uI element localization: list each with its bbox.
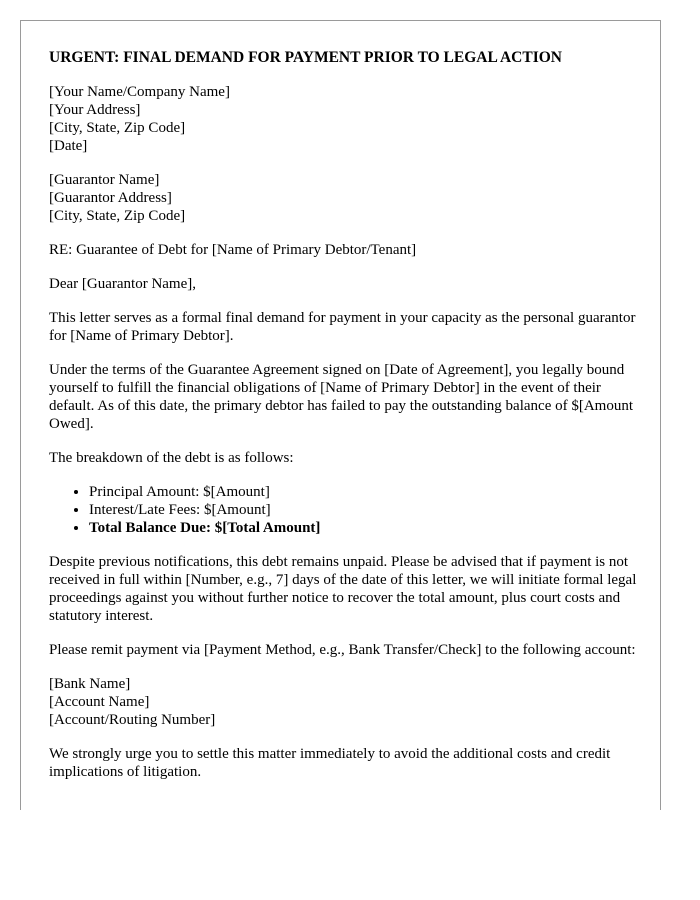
list-item-total: • Total Balance Due: $[Total Amount]	[89, 519, 639, 537]
recipient-name: [Guarantor Name]	[49, 172, 160, 188]
list-item-principal: • Principal Amount: $[Amount]	[89, 483, 639, 501]
paragraph-breakdown-intro: The breakdown of the debt is as follows:	[49, 450, 294, 466]
letter-date: [Date]	[49, 138, 88, 154]
re-line: RE: Guarantee of Debt for [Name of Primary Debtor/Tenant]	[49, 242, 417, 258]
letter-title: URGENT: FINAL DEMAND FOR PAYMENT PRIOR TO LEGAL ACTION	[49, 49, 562, 66]
list-item-interest: • Interest/Late Fees: $[Amount]	[89, 501, 639, 519]
letter-page	[20, 20, 661, 810]
recipient-address-block	[49, 171, 639, 225]
bank-name: [Bank Name]	[49, 676, 131, 692]
salutation: Dear [Guarantor Name],	[49, 276, 197, 292]
bank-details-block	[49, 675, 639, 729]
recipient-city: [City, State, Zip Code]	[49, 208, 186, 224]
sender-name: [Your Name/Company Name]	[49, 84, 230, 100]
paragraph-legal-warning: Despite previous notifications, this debt remains unpaid. Please be advised that if payment is not received in full within [Number, e.g., 7] days of the date of this letter, we will initiate formal legal proceedings against you without further notice to recover the total amount, plus court costs and statutory interest.	[49, 554, 637, 624]
paragraph-payment-instructions: Please remit payment via [Payment Method, e.g., Bank Transfer/Check] to the following account:	[49, 642, 636, 658]
account-name: [Account Name]	[49, 694, 150, 710]
paragraph-agreement: Under the terms of the Guarantee Agreement signed on [Date of Agreement], you legally bound yourself to fulfill the financial obligations of [Name of Primary Debtor] in the event of their default. As of this date, the primary debtor has failed to pay the outstanding balance of $[Amount Owed].	[49, 362, 634, 432]
sender-address-block	[49, 83, 639, 155]
sender-city: [City, State, Zip Code]	[49, 120, 186, 136]
sender-address: [Your Address]	[49, 102, 141, 118]
paragraph-demand: This letter serves as a formal final demand for payment in your capacity as the personal guarantor for [Name of Primary Debtor].	[49, 310, 636, 344]
letter-body	[49, 49, 639, 797]
account-routing-number: [Account/Routing Number]	[49, 712, 216, 728]
paragraph-closing-urge: We strongly urge you to settle this matter immediately to avoid the additional costs and credit implications of litigation.	[49, 746, 611, 780]
debt-breakdown-list	[49, 483, 639, 537]
recipient-address: [Guarantor Address]	[49, 190, 172, 206]
